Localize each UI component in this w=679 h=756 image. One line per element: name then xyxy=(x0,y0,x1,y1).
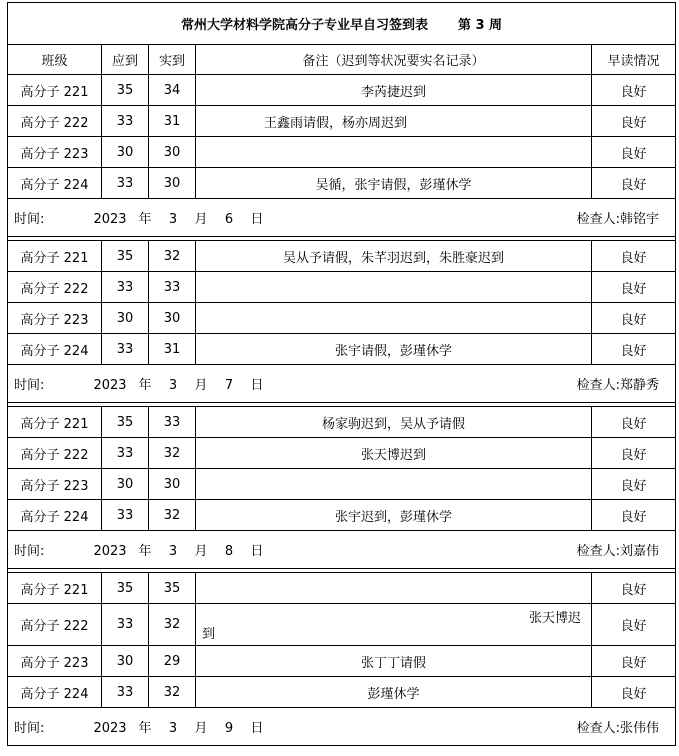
reading-cell: 良好 xyxy=(592,646,676,677)
expected-cell: 33 xyxy=(102,604,149,646)
reading-cell: 良好 xyxy=(592,75,676,106)
day-unit: 日 xyxy=(250,544,264,559)
expected-cell: 30 xyxy=(102,303,149,334)
expected-cell: 33 xyxy=(102,106,149,137)
actual-cell: 31 xyxy=(149,334,196,365)
time-label: 时间: xyxy=(14,212,45,227)
year-unit: 年 xyxy=(138,721,152,736)
note-cell: 吴循，张宇请假，彭瑾休学 xyxy=(196,168,592,199)
class-cell: 高分子 222 xyxy=(8,604,102,646)
day: 6 xyxy=(224,212,234,227)
year-unit: 年 xyxy=(138,378,152,393)
class-cell: 高分子 221 xyxy=(8,573,102,604)
month: 3 xyxy=(168,212,178,227)
inspector-label: 检查人: xyxy=(576,378,620,393)
note-cell xyxy=(196,272,592,303)
month-unit: 月 xyxy=(194,544,208,559)
week-label: 第 3 周 xyxy=(457,18,503,33)
actual-cell: 31 xyxy=(149,106,196,137)
expected-cell: 30 xyxy=(102,646,149,677)
note-cell xyxy=(196,106,592,137)
note-text: 王鑫雨请假，杨亦周迟到 xyxy=(264,115,408,131)
table-row xyxy=(8,469,676,500)
section-footer xyxy=(8,199,676,237)
table-row xyxy=(8,646,676,677)
actual-cell: 35 xyxy=(149,573,196,604)
day-unit: 日 xyxy=(250,378,264,393)
expected-cell: 30 xyxy=(102,469,149,500)
actual-cell: 32 xyxy=(149,677,196,708)
note-cell xyxy=(196,137,592,168)
actual-cell: 32 xyxy=(149,500,196,531)
actual-cell: 30 xyxy=(149,168,196,199)
table-row xyxy=(8,137,676,168)
reading-cell: 良好 xyxy=(592,500,676,531)
table-row xyxy=(8,604,676,646)
note-cell: 张宇迟到，彭瑾休学 xyxy=(196,500,592,531)
month: 3 xyxy=(168,378,178,393)
actual-cell: 29 xyxy=(149,646,196,677)
note-cell xyxy=(196,604,592,646)
table-row xyxy=(8,241,676,272)
inspector xyxy=(577,208,659,227)
actual-cell: 30 xyxy=(149,469,196,500)
reading-cell: 良好 xyxy=(592,303,676,334)
note-cell xyxy=(196,303,592,334)
class-cell: 高分子 223 xyxy=(8,469,102,500)
month-unit: 月 xyxy=(194,212,208,227)
note-cell: 吴从予请假，朱芊羽迟到，朱胜豪迟到 xyxy=(196,241,592,272)
title-row xyxy=(8,3,676,45)
month: 3 xyxy=(168,544,178,559)
reading-cell: 良好 xyxy=(592,272,676,303)
table-row xyxy=(8,106,676,137)
actual-cell: 30 xyxy=(149,303,196,334)
expected-cell: 33 xyxy=(102,677,149,708)
table-row xyxy=(8,303,676,334)
class-cell: 高分子 224 xyxy=(8,677,102,708)
section-footer xyxy=(8,531,676,569)
month-unit: 月 xyxy=(194,721,208,736)
table-row xyxy=(8,573,676,604)
inspector-name: 郑静秀 xyxy=(620,378,660,393)
day-unit: 日 xyxy=(250,212,264,227)
year: 2023 xyxy=(93,378,127,393)
year-unit: 年 xyxy=(138,544,152,559)
header-actual: 实到 xyxy=(149,45,196,75)
reading-cell: 良好 xyxy=(592,438,676,469)
year: 2023 xyxy=(93,544,127,559)
table-row xyxy=(8,677,676,708)
header-reading: 早读情况 xyxy=(592,45,676,75)
date xyxy=(88,717,270,736)
expected-cell: 35 xyxy=(102,75,149,106)
time-label: 时间: xyxy=(14,544,45,559)
inspector xyxy=(577,717,659,736)
reading-cell: 良好 xyxy=(592,573,676,604)
actual-cell: 32 xyxy=(149,241,196,272)
table-row xyxy=(8,438,676,469)
expected-cell: 35 xyxy=(102,573,149,604)
actual-cell: 32 xyxy=(149,438,196,469)
note-cell: 李芮捷迟到 xyxy=(196,75,592,106)
reading-cell: 良好 xyxy=(592,334,676,365)
actual-cell: 33 xyxy=(149,272,196,303)
section-footer xyxy=(8,365,676,403)
note-cell xyxy=(196,573,592,604)
year-unit: 年 xyxy=(138,212,152,227)
inspector-name: 张伟伟 xyxy=(620,721,660,736)
reading-cell: 良好 xyxy=(592,241,676,272)
reading-cell: 良好 xyxy=(592,604,676,646)
class-cell: 高分子 221 xyxy=(8,75,102,106)
day: 8 xyxy=(224,544,234,559)
table-row xyxy=(8,168,676,199)
class-cell: 高分子 224 xyxy=(8,168,102,199)
table-row xyxy=(8,407,676,438)
table-row xyxy=(8,75,676,106)
date xyxy=(88,540,270,559)
note-cell: 彭瑾休学 xyxy=(196,677,592,708)
day: 9 xyxy=(224,721,234,736)
day-unit: 日 xyxy=(250,721,264,736)
date xyxy=(88,374,270,393)
year: 2023 xyxy=(93,212,127,227)
actual-cell: 30 xyxy=(149,137,196,168)
year: 2023 xyxy=(93,721,127,736)
note-cell: 张丁丁请假 xyxy=(196,646,592,677)
note-cell: 张宇请假，彭瑾休学 xyxy=(196,334,592,365)
class-cell: 高分子 223 xyxy=(8,303,102,334)
reading-cell: 良好 xyxy=(592,137,676,168)
actual-cell: 34 xyxy=(149,75,196,106)
expected-cell: 33 xyxy=(102,334,149,365)
attendance-sheet xyxy=(7,2,675,746)
month-unit: 月 xyxy=(194,378,208,393)
sheet-title xyxy=(8,3,676,45)
expected-cell: 33 xyxy=(102,168,149,199)
class-cell: 高分子 224 xyxy=(8,500,102,531)
class-cell: 高分子 222 xyxy=(8,438,102,469)
class-cell: 高分子 221 xyxy=(8,407,102,438)
inspector-name: 刘嘉伟 xyxy=(620,544,660,559)
class-cell: 高分子 223 xyxy=(8,646,102,677)
header-class: 班级 xyxy=(8,45,102,75)
inspector-label: 检查人: xyxy=(576,544,620,559)
class-cell: 高分子 223 xyxy=(8,137,102,168)
expected-cell: 33 xyxy=(102,438,149,469)
title-text: 常州大学材料学院高分子专业早自习签到表 xyxy=(180,18,428,33)
inspector-label: 检查人: xyxy=(576,212,620,227)
inspector-label: 检查人: xyxy=(576,721,620,736)
note-text-line2: 到 xyxy=(202,627,216,642)
expected-cell: 30 xyxy=(102,137,149,168)
day: 7 xyxy=(224,378,234,393)
date xyxy=(88,208,270,227)
time-label: 时间: xyxy=(14,721,45,736)
reading-cell: 良好 xyxy=(592,677,676,708)
class-cell: 高分子 221 xyxy=(8,241,102,272)
actual-cell: 33 xyxy=(149,407,196,438)
class-cell: 高分子 224 xyxy=(8,334,102,365)
reading-cell: 良好 xyxy=(592,106,676,137)
note-cell xyxy=(196,469,592,500)
note-cell: 杨家驹迟到，吴从予请假 xyxy=(196,407,592,438)
expected-cell: 33 xyxy=(102,272,149,303)
inspector xyxy=(577,540,659,559)
table-row xyxy=(8,272,676,303)
attendance-table xyxy=(7,2,676,746)
header-row xyxy=(8,45,676,75)
expected-cell: 33 xyxy=(102,500,149,531)
time-label: 时间: xyxy=(14,378,45,393)
reading-cell: 良好 xyxy=(592,469,676,500)
table-row xyxy=(8,334,676,365)
reading-cell: 良好 xyxy=(592,407,676,438)
header-expected: 应到 xyxy=(102,45,149,75)
actual-cell: 32 xyxy=(149,604,196,646)
inspector-name: 韩铭宇 xyxy=(620,212,660,227)
inspector xyxy=(577,374,659,393)
month: 3 xyxy=(168,721,178,736)
class-cell: 高分子 222 xyxy=(8,272,102,303)
expected-cell: 35 xyxy=(102,407,149,438)
header-notes: 备注（迟到等状况要实名记录） xyxy=(196,45,592,75)
expected-cell: 35 xyxy=(102,241,149,272)
table-row xyxy=(8,500,676,531)
note-cell: 张天博迟到 xyxy=(196,438,592,469)
section-footer xyxy=(8,708,676,746)
note-text-line1: 张天博迟 xyxy=(528,611,581,626)
reading-cell: 良好 xyxy=(592,168,676,199)
class-cell: 高分子 222 xyxy=(8,106,102,137)
